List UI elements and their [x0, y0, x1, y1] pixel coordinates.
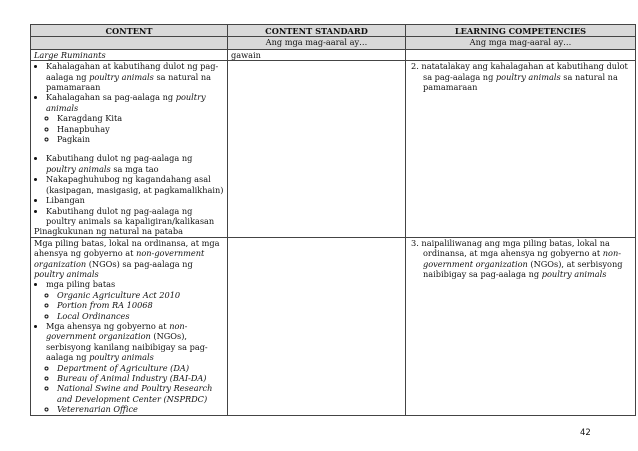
content-list	[34, 279, 224, 414]
header-subrow	[31, 37, 636, 49]
standard-cell: gawain	[228, 49, 406, 60]
sub-list-item: ◦ National Swine and Poultry Research and Development Center (NSPRDC)	[57, 383, 224, 404]
standard-cell	[228, 237, 406, 415]
sub-list	[46, 113, 224, 144]
list-item: • Kabutihang dulot ng pag-aalaga ng poultry animals sa mga tao	[46, 153, 224, 174]
sub-list-item: ◦ Hanapbuhay	[57, 124, 224, 134]
competency-cell	[406, 237, 636, 415]
table-row	[31, 61, 636, 238]
sub-list-item: ◦ Pagkain	[57, 134, 224, 144]
header-standard-sub: Ang mga mag-aaral ay…	[228, 37, 406, 49]
spacer	[34, 144, 224, 153]
competency-item: 2. natatalakay ang kahalagahan at kabutihang dulot sa pag-aalaga ng poultry animals sa natural na pamamaraan	[411, 61, 628, 93]
content-list	[34, 153, 224, 226]
sub-list-item: ◦ Bureau of Animal Industry (BAI-DA)	[57, 373, 224, 383]
table-row	[31, 49, 636, 60]
sub-list-item: ◦ Veterenarian Office	[57, 404, 224, 414]
sub-list-item: ◦ Portion from RA 10068	[57, 300, 224, 310]
header-content: CONTENT	[31, 25, 228, 37]
header-blank	[31, 37, 228, 49]
standard-cell	[228, 61, 406, 238]
header-learning-competencies: LEARNING COMPETENCIES	[406, 25, 636, 37]
sub-list	[46, 290, 224, 321]
sub-list	[46, 363, 224, 415]
list-item: • Kabutihang dulot ng pag-aalaga ng poultry animals sa kapaligiran/kalikasan	[46, 206, 224, 227]
list-item: • Kahalagahan at kabutihang dulot ng pag-aalaga ng poultry animals sa natural na pamamaraan	[46, 61, 224, 92]
empty-cell	[406, 49, 636, 60]
content-cell	[31, 61, 228, 238]
competency-item: 3. naipaliliwanag ang mga piling batas, lokal na ordinansa, at mga ahensya ng gobyerno at non-government organization (NGOs), at serbisyong naibibigay sa pag-aalaga ng poultry animals	[411, 237, 623, 279]
list-item: • Libangan	[46, 195, 224, 205]
sub-list-item: ◦ Local Ordinances	[57, 311, 224, 321]
header-row	[31, 25, 636, 37]
page-number: 42	[580, 428, 591, 438]
content-list	[34, 61, 224, 144]
sub-list-item: ◦ Department of Agriculture (DA)	[57, 363, 224, 373]
list-item: • Mga ahensya ng gobyerno at non-government organization (NGOs), serbisyong kanilang naibibigay sa pag-aalaga ng poultry animals ◦ Department of Agriculture (DA) ◦ Bureau of Animal Industry (BAI-DA) ◦ National Swine and Poultry Research and Development Center (NSPRDC) ◦ Veterenarian Office	[46, 321, 224, 415]
table-row	[31, 237, 636, 415]
header-competencies-sub: Ang mga mag-aaral ay…	[406, 37, 636, 49]
content-intro: Mga piling batas, lokal na ordinansa, at mga ahensya ng gobyerno at non-government organization (NGOs) sa pag-aalaga ng poultry animals	[34, 237, 220, 279]
sub-list-item: ◦ Karagdang Kita	[57, 113, 224, 123]
content-tail: Pinagkukunan ng natural na pataba	[34, 226, 184, 237]
list-item: • Kahalagahan sa pag-aalaga ng poultry animals ◦ Karagdang Kita ◦ Hanapbuhay ◦ Pagkain	[46, 92, 224, 144]
sub-list-item: ◦ Organic Agriculture Act 2010	[57, 290, 224, 300]
content-cell	[31, 237, 228, 415]
row-label-large-ruminants: Large Ruminants	[31, 49, 228, 60]
competency-cell	[406, 61, 636, 238]
list-item: • mga piling batas ◦ Organic Agriculture Act 2010 ◦ Portion from RA 10068 ◦ Local Ordinances	[46, 279, 224, 321]
header-content-standard: CONTENT STANDARD	[228, 25, 406, 37]
curriculum-table	[30, 24, 636, 416]
list-item: • Nakapaghuhubog ng kagandahang asal (kasipagan, masigasig, at pagkamalikhain)	[46, 174, 224, 195]
